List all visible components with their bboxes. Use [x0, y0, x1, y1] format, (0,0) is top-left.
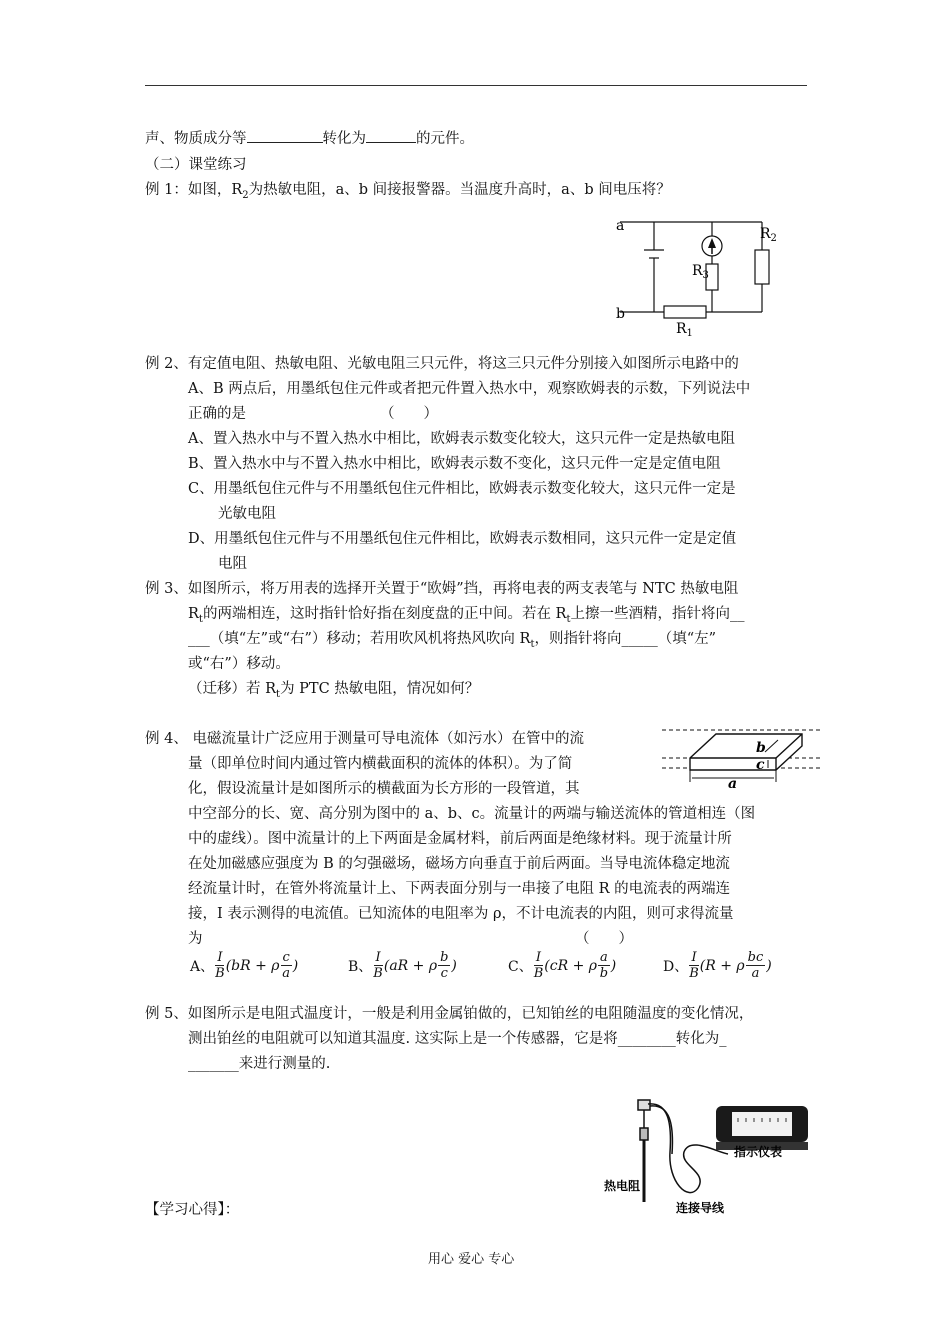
ex3-line3: ___（填“左”或“右”）移动；若用吹风机将热风吹向 $R_t$，则指针将向_____（填“左”: [188, 631, 717, 650]
label-b: b: [616, 306, 625, 322]
ex4-option-d[interactable]: D、 $\frac{I}{B}$ (R + ρ $\frac{bc}{a}$ ): [663, 950, 772, 981]
ex4-option-c[interactable]: C、 $\frac{I}{B}$ (cR + ρ $\frac{a}{b}$ ): [508, 950, 617, 981]
label-wire: 连接导线: [676, 1201, 725, 1215]
ex5-line1: 例 5、如图所示是电阻式温度计，一般是利用金属铂做的，已知铂丝的电阻随温度的变化情况，: [145, 1006, 754, 1022]
ex4-line8: 接，I 表示测得的电流值。已知流体的电阻率为 ρ，不计电流表的内阻，则可求得流量: [188, 906, 734, 922]
fig-a: a: [728, 776, 738, 790]
fig-b: b: [756, 740, 766, 756]
resistance-thermometer-figure: [598, 1092, 830, 1220]
ex4-option-b[interactable]: B、 $\frac{I}{B}$ (aR + ρ $\frac{b}{c}$ ): [348, 950, 457, 981]
ex2-line3: 正确的是: [188, 406, 246, 422]
label-r1: $R_1$: [676, 321, 693, 337]
intro-part1: 声、物质成分等: [145, 131, 247, 147]
ex2-line2: A、B 两点后，用墨纸包住元件或者把元件置入热水中，观察欧姆表的示数，下列说法中: [188, 381, 751, 397]
fig-c: c: [756, 757, 765, 773]
ex4-paren: （ ）: [575, 931, 633, 947]
ex2-option-b: B、置入热水中与不置入热水中相比，欧姆表示数不变化，这只元件一定是定值电阻: [188, 456, 721, 472]
page-footer: 用心 爱心 专心: [428, 1252, 515, 1267]
flowmeter-figure: [660, 722, 830, 790]
label-a: a: [616, 218, 625, 234]
ex4-line5: 中的虚线）。图中流量计的上下两面是金属材料，前后两面是绝缘材料。现于流量计所: [188, 831, 732, 847]
ex4-line6: 在处加磁感应强度为 B 的匀强磁场，磁场方向垂直于前后两面。当导电流体稳定地流: [188, 856, 730, 872]
blank-1[interactable]: [247, 128, 323, 143]
ex4-line7: 经流量计时，在管外将流量计上、下两表面分别与一串接了电阻 R 的电流表的两端连: [188, 881, 731, 897]
ex2-option-a: A、置入热水中与不置入热水中相比，欧姆表示数变化较大，这只元件一定是热敏电阻: [188, 431, 735, 447]
ex4-option-a[interactable]: A、 $\frac{I}{B}$ (bR + ρ $\frac{c}{a}$ ): [190, 950, 299, 981]
ex3-line2: $R_t$的两端相连，这时指针恰好指在刻度盘的正中间。若在 $R_t$上擦一些酒精，指针将向__: [188, 606, 745, 625]
blank-2[interactable]: [366, 128, 416, 143]
label-r2: $R_2$: [760, 226, 777, 244]
ex2-paren: （ ）: [380, 406, 438, 422]
intro-line: [145, 127, 474, 148]
ex4-line9: 为: [188, 931, 203, 947]
ex3-line1: 例 3、如图所示，将万用表的选择开关置于“欧姆”挡，再将电表的两支表笔与 NTC 热敏电阻: [145, 581, 739, 597]
circuit-diagram: [612, 212, 787, 337]
ex2-option-d1: D、用墨纸包住元件与不用墨纸包住元件相比，欧姆表示数相同，这只元件一定是定值: [188, 531, 737, 547]
ex5-line3: _______来进行测量的.: [188, 1056, 331, 1072]
ex1-text: 例 1：如图，R: [145, 182, 243, 198]
intro-part2: 转化为: [322, 131, 366, 147]
ex1-sub: 2: [242, 189, 249, 201]
ex1-text2: 为热敏电阻，a、b 间接报警器。当温度升高时，a、b 间电压将？: [248, 182, 671, 198]
label-r3: $R_3$: [692, 263, 709, 281]
intro-part3: 的元件。: [416, 131, 474, 147]
header-rule: [145, 85, 807, 86]
section-heading: （二）课堂练习: [145, 157, 247, 173]
ex4-line1: 例 4、 电磁流量计广泛应用于测量可导电流体（如污水）在管中的流: [145, 731, 584, 747]
ex5-line2: 测出铂丝的电阻就可以知道其温度. 这实际上是一个传感器，它是将________转化为_: [188, 1031, 727, 1047]
ex4-line2: 量（即单位时间内通过管内横截面积的流体的体积）。为了简: [188, 756, 573, 772]
ex4-line4: 中空部分的长、宽、高分别为图中的 a、b、c。流量计的两端与输送流体的管道相连（图: [188, 806, 756, 822]
ex2-option-c1: C、用墨纸包住元件与不用墨纸包住元件相比，欧姆表示数变化较大，这只元件一定是: [188, 481, 736, 497]
ex2-line1: 例 2、有定值电阻、热敏电阻、光敏电阻三只元件，将这三只元件分别接入如图所示电路中的: [145, 356, 739, 372]
label-resistor: 热电阻: [604, 1179, 641, 1193]
ex2-option-c2: 光敏电阻: [218, 506, 276, 522]
label-meter: 指示仪表: [734, 1145, 783, 1159]
ex2-option-d2: 电阻: [218, 556, 247, 572]
ex3-line4: 或“右”）移动。: [188, 656, 290, 672]
ex3-transfer: （迁移）若 $R_t$为 PTC 热敏电阻，情况如何？: [188, 681, 480, 700]
example-1: [145, 178, 671, 201]
study-notes-heading: 【学习心得】：: [145, 1202, 240, 1218]
ex4-line3: 化，假设流量计是如图所示的横截面为长方形的一段管道，其: [188, 781, 580, 797]
